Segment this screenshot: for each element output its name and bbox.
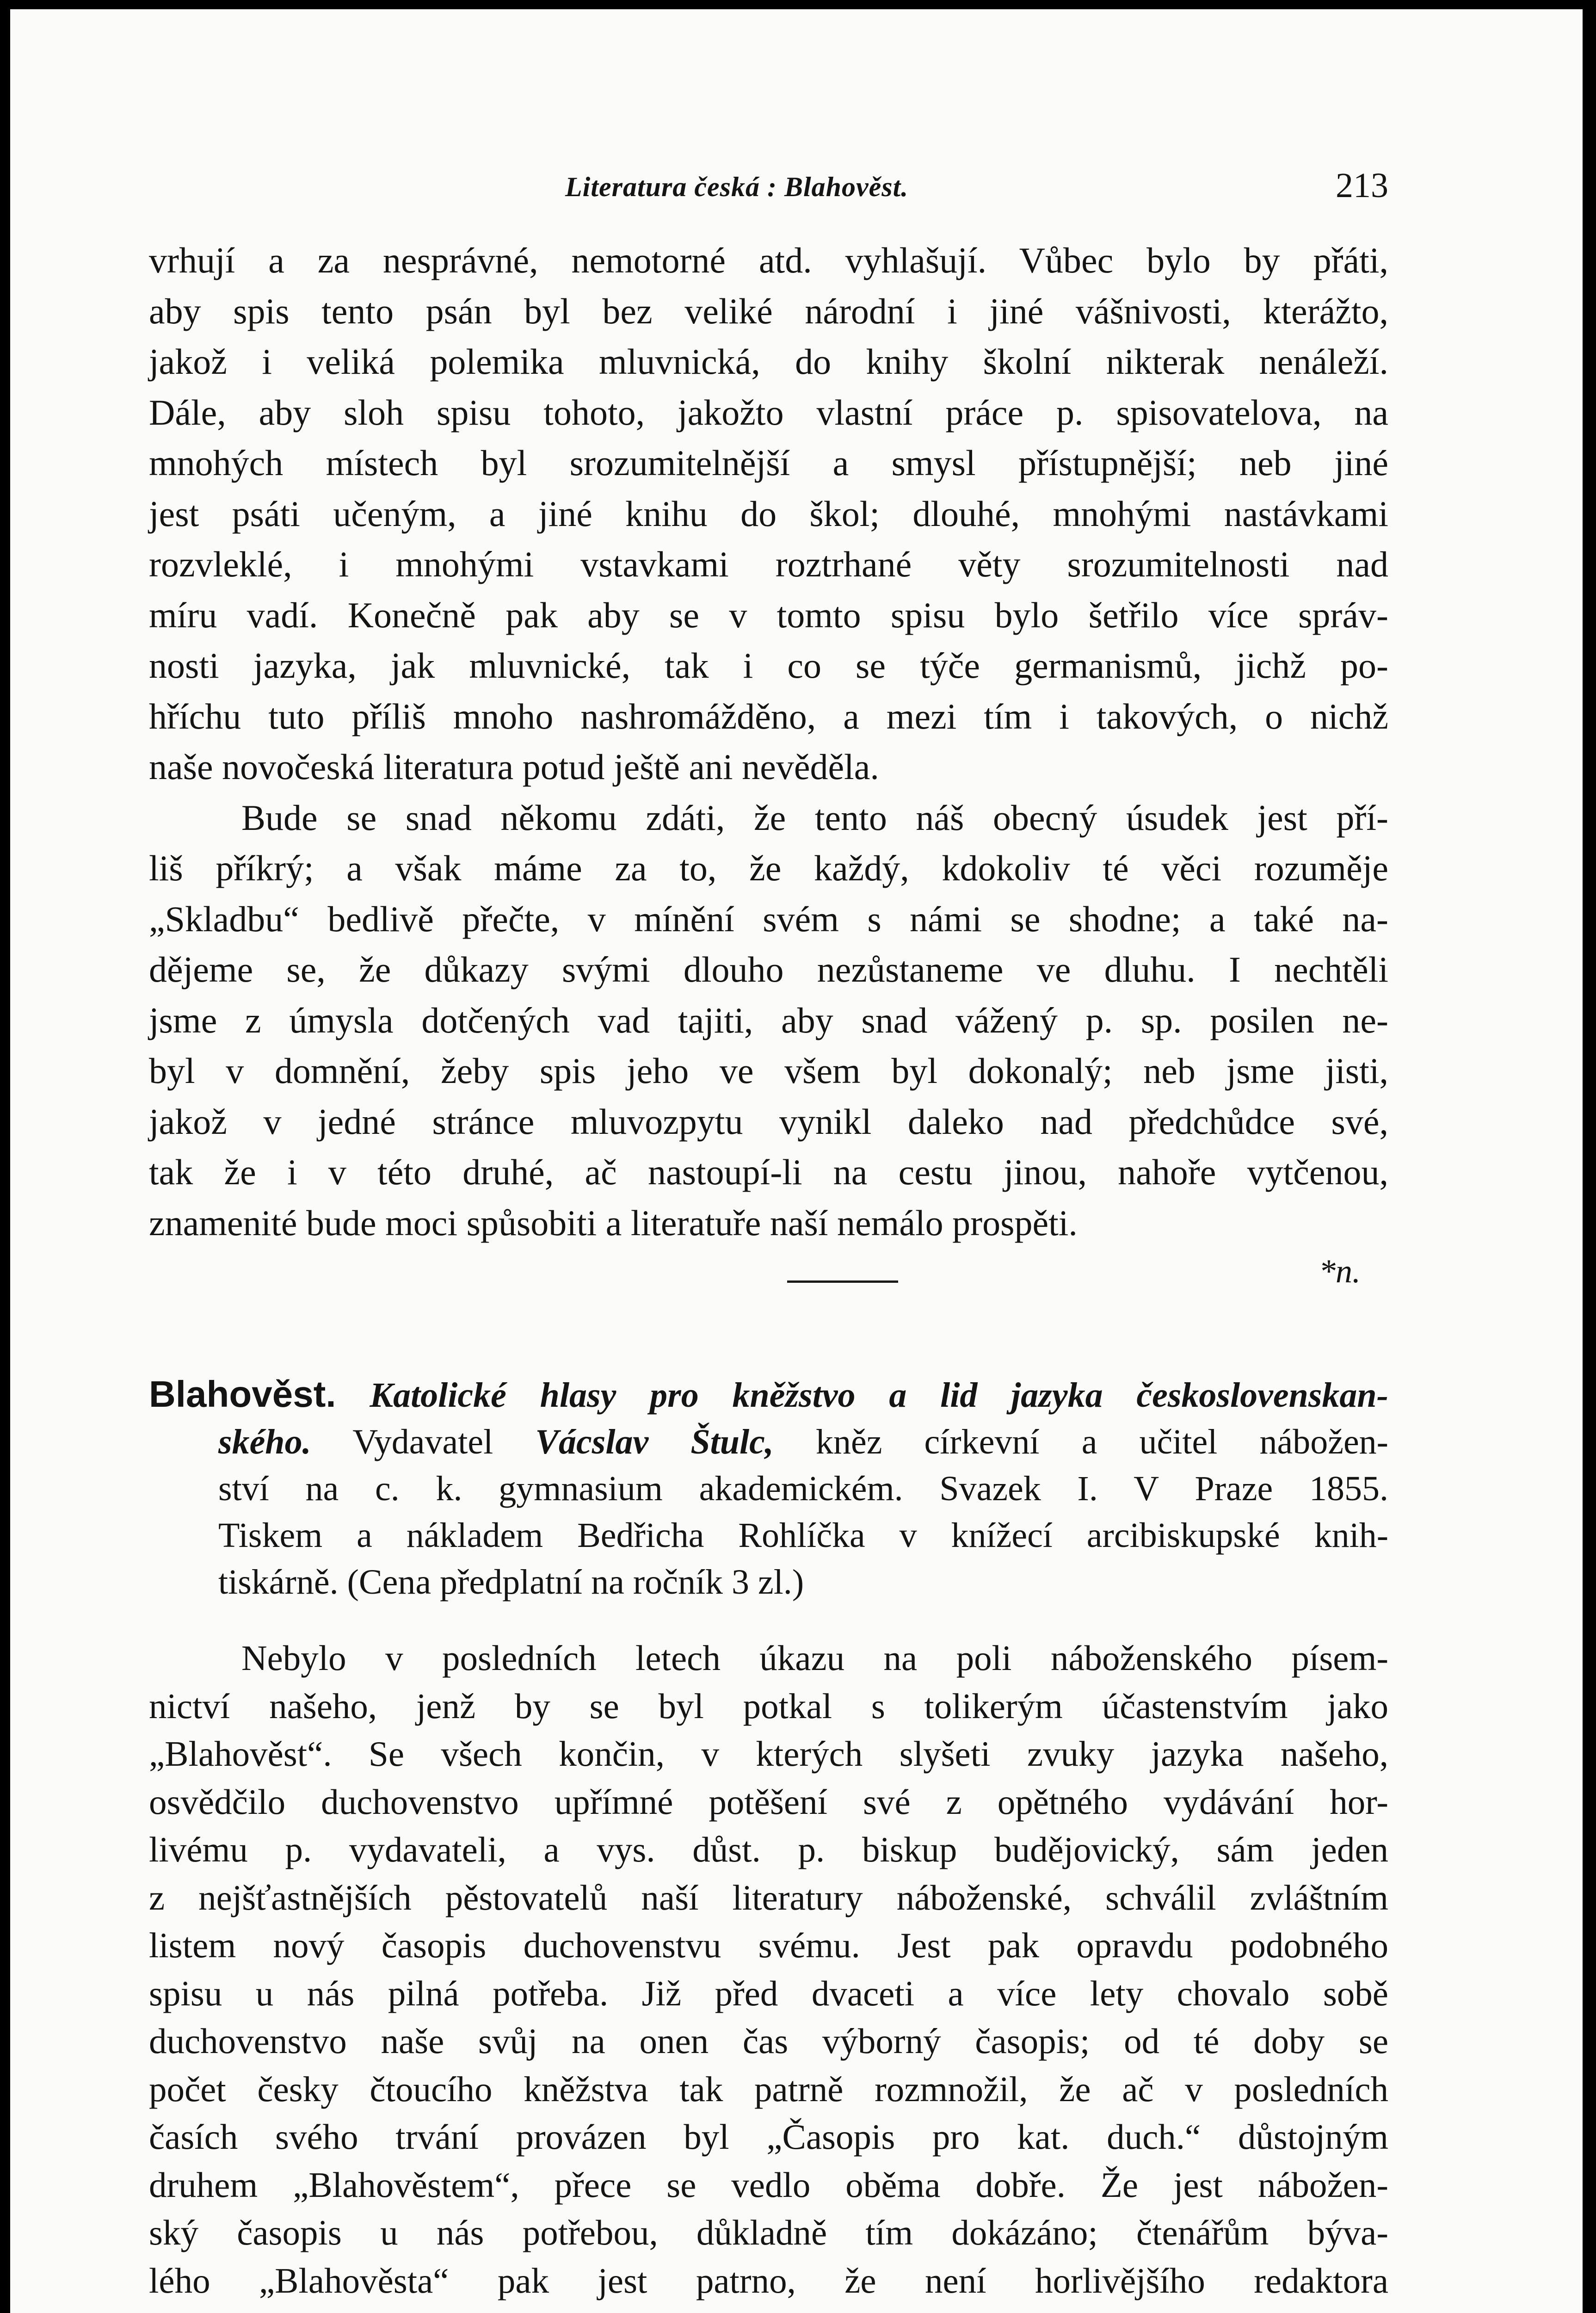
page-content — [149, 162, 1388, 2305]
review-line-1 — [149, 1371, 1388, 1419]
text-line: z nejšťastnějších pěstovatelů naší literatury náboženské, schválil zvláštním — [149, 1877, 1388, 1917]
text-line: tak že i v této druhé, ač nastoupí-li na cestu jinou, nahoře vytčenou, — [149, 1152, 1388, 1192]
review-editor: Vácslav Štulc, — [535, 1422, 774, 1461]
text-line: nictví našeho, jenž by se byl potkal s tolikerým účastenstvím jako — [149, 1686, 1388, 1726]
text-line: nosti jazyka, jak mluvnické, tak i co se týče germanismů, jichž po- — [149, 645, 1388, 686]
text-line: počet česky čtoucího kněžstva tak patrně rozmnožil, že ač v posledních — [149, 2069, 1388, 2109]
text-line: mnohých místech byl srozumitelnější a smysl přístupnější; neb jiné — [149, 443, 1388, 483]
text-line: byl v domnění, žeby spis jeho ve všem byl dokonalý; neb jsme jisti, — [149, 1051, 1388, 1091]
page-number: 213 — [1336, 166, 1388, 205]
review-subtitle: Katolické hlasy pro kněžstvo a lid jazyka československan- — [370, 1376, 1388, 1415]
text-line: jsme z úmysla dotčených vad tajiti, aby snad vážený p. sp. posilen ne- — [149, 1000, 1388, 1040]
review-editor-role: kněz církevní a učitel nábožen- — [815, 1422, 1388, 1461]
text-line: livému p. vydavateli, a vys. důst. p. biskup budějovický, sám jeden — [149, 1830, 1388, 1869]
text-line: Dále, aby sloh spisu tohoto, jakožto vlastní práce p. spisovatelova, na — [149, 392, 1388, 433]
text-line: dějeme se, že důkazy svými dlouho nezůstaneme ve dluhu. I nechtěli — [149, 949, 1388, 990]
text-line: druhem „Blahověstem“, přece se vedlo oběma dobře. Že jest nábožen- — [149, 2165, 1388, 2205]
scanned-page — [10, 9, 1583, 2313]
paragraph-2 — [149, 792, 1388, 1297]
review-entry-heading — [149, 1371, 1388, 1606]
text-line: vrhují a za nesprávné, nemotorné atd. vyhlašují. Vůbec bylo by přáti, — [149, 240, 1388, 280]
text-line: míru vadí. Konečně pak aby se v tomto spisu bylo šetřilo více správ- — [149, 594, 1388, 635]
review-line-5: tiskárně. (Cena předplatní na ročník 3 zl.) — [218, 1563, 804, 1602]
review-subtitle-end: ského. — [218, 1422, 311, 1461]
text-line: jakož i veliká polemika mluvnická, do knihy školní nikterak nenáleží. — [149, 341, 1388, 382]
review-publisher-label: Vydavatel — [352, 1422, 493, 1461]
text-line: „Skladbu“ bedlivě přečte, v mínění svém s námi se shodne; a také na- — [149, 898, 1388, 939]
review-title: Blahověst. — [149, 1373, 336, 1415]
text-line: liš příkrý; a však máme za to, že každý, kdokoliv té věci rozuměje — [149, 848, 1388, 888]
text-line: časích svého trvání provázen byl „Časopis pro kat. duch.“ důstojným — [149, 2117, 1388, 2157]
text-line: znamenité bude moci spůsobiti a literatuře naší nemálo prospěti. — [149, 1202, 1078, 1243]
review-line-2 — [149, 1419, 1388, 1466]
text-line: Nebylo v posledních letech úkazu na poli náboženského písem- — [241, 1638, 1388, 1678]
text-line: jakož v jedné stránce mluvozpytu vynikl daleko nad předchůdce své, — [149, 1101, 1388, 1142]
text-line: hříchu tuto příliš mnoho nashromážděno, a mezi tím i takových, o nichž — [149, 696, 1388, 736]
text-line: aby spis tento psán byl bez veliké národní i jiné vášnivosti, kterážto, — [149, 291, 1388, 331]
text-line: ský časopis u nás potřebou, důkladně tím dokázáno; čtenářům býva- — [149, 2213, 1388, 2252]
text-line: duchovenstvo naše svůj na onen čas výborný časopis; od té doby se — [149, 2021, 1388, 2061]
review-line-3: ství na c. k. gymnasium akademickém. Svazek I. V Praze 1855. — [218, 1469, 1388, 1508]
text-line: rozvleklé, i mnohými vstavkami roztrhané věty srozumitelnosti nad — [149, 544, 1388, 584]
paragraph-3 — [149, 1634, 1388, 2305]
text-line: Bude se snad někomu zdáti, že tento náš obecný úsudek jest pří- — [241, 797, 1388, 838]
text-line: jest psáti učeným, a jiné knihu do škol; dlouhé, mnohými nastávkami — [149, 493, 1388, 534]
text-line: „Blahověst“. Se všech končin, v kterých slyšeti zvuky jazyka našeho, — [149, 1734, 1388, 1774]
paragraph-1 — [149, 235, 1388, 792]
running-title: Literatura česká : Blahověst. — [565, 172, 909, 202]
text-line: naše novočeská literatura potud ještě ani nevěděla. — [149, 747, 879, 787]
text-line: spisu u nás pilná potřeba. Již před dvaceti a více lety chovalo sobě — [149, 1973, 1388, 2013]
text-line: osvědčilo duchovenstvo upřímné potěšení své z opětného vydávání hor- — [149, 1781, 1388, 1822]
running-head — [149, 162, 1388, 227]
section-divider — [787, 1280, 898, 1283]
text-line: listem nový časopis duchovenstvu svému. Jest pak opravdu podobného — [149, 1925, 1388, 1965]
author-signature: *n. — [1319, 1253, 1361, 1290]
text-line: lého „Blahověsta“ pak jest patrno, že není horlivějšího redaktora — [149, 2260, 1388, 2301]
review-line-4: Tiskem a nákladem Bedřicha Rohlíčka v knížecí arcibiskupské knih- — [218, 1516, 1388, 1555]
